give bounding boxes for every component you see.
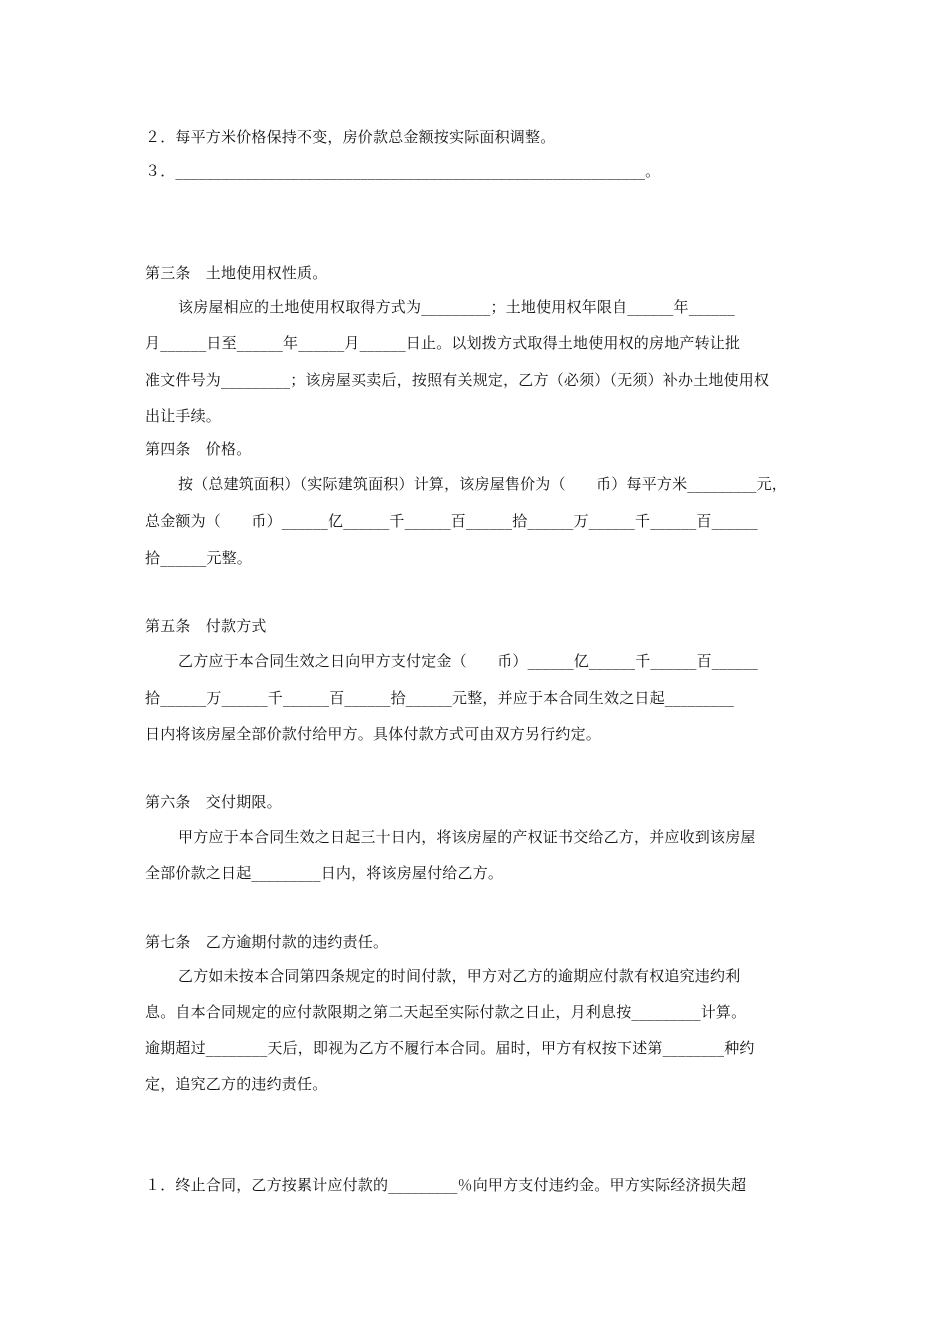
article-6-para-line1: 甲方应于本合同生效之日起三十日内，将该房屋的产权证书交给乙方，并应收到该房屋: [178, 828, 756, 846]
clause-3-blank: ３．_____________________________________________________________。: [145, 162, 661, 180]
article-3-para-line2: 月______日至______年______月______日止。以划拨方式取得土地使用权的房地产转让批: [145, 334, 741, 352]
article-5-para-line3: 日内将该房屋全部价款付给甲方。具体付款方式可由双方另行约定。: [145, 725, 602, 743]
article-5-para-line2: 拾______万______千______百______拾______元整，并应于本合同生效之日起_________: [145, 689, 735, 707]
article-5-para-line1: 乙方应于本合同生效之日向甲方支付定金（ 币）______亿______千______百______: [178, 652, 759, 670]
article-4-heading: 第四条 价格。: [145, 440, 252, 458]
article-7-heading: 第七条 乙方逾期付款的违约责任。: [145, 933, 389, 951]
article-6-para-line2: 全部价款之日起_________日内，将该房屋付给乙方。: [145, 864, 504, 882]
article-5-heading: 第五条 付款方式: [145, 617, 267, 635]
article-7-para-line1: 乙方如未按本合同第四条规定的时间付款，甲方对乙方的逾期应付款有权追究违约利: [178, 967, 741, 985]
article-4-para-line1: 按（总建筑面积）（实际建筑面积）计算，该房屋售价为（ 币）每平方米_________元，: [178, 475, 788, 493]
article-7-para-line4: 定，追究乙方的违约责任。: [145, 1075, 328, 1093]
article-6-heading: 第六条 交付期限。: [145, 793, 282, 811]
article-3-para-line3: 准文件号为_________；该房屋买卖后，按照有关规定，乙方（必须）（无须）补办土地使用权: [145, 371, 770, 389]
article-4-para-line3: 拾______元整。: [145, 549, 253, 567]
article-3-heading: 第三条 土地使用权性质。: [145, 264, 328, 282]
article-3-para-line4: 出让手续。: [145, 407, 222, 425]
article-3-para-line1: 该房屋相应的土地使用权取得方式为_________；土地使用权年限自______年______: [178, 298, 735, 316]
article-7-para-line3: 逾期超过________天后，即视为乙方不履行本合同。届时，甲方有权按下述第________种约: [145, 1039, 755, 1057]
clause-2-text: ２．每平方米价格保持不变，房价款总金额按实际面积调整。: [145, 128, 556, 146]
penalty-item-1: １．终止合同，乙方按累计应付款的_________％向甲方支付违约金。甲方实际经济损失超: [145, 1176, 747, 1194]
article-4-para-line2: 总金额为（ 币）______亿______千______百______拾______万______千______百______: [145, 512, 758, 530]
article-7-para-line2: 息。自本合同规定的应付款限期之第二天起至实际付款之日止，月利息按_________计算。: [145, 1003, 747, 1021]
